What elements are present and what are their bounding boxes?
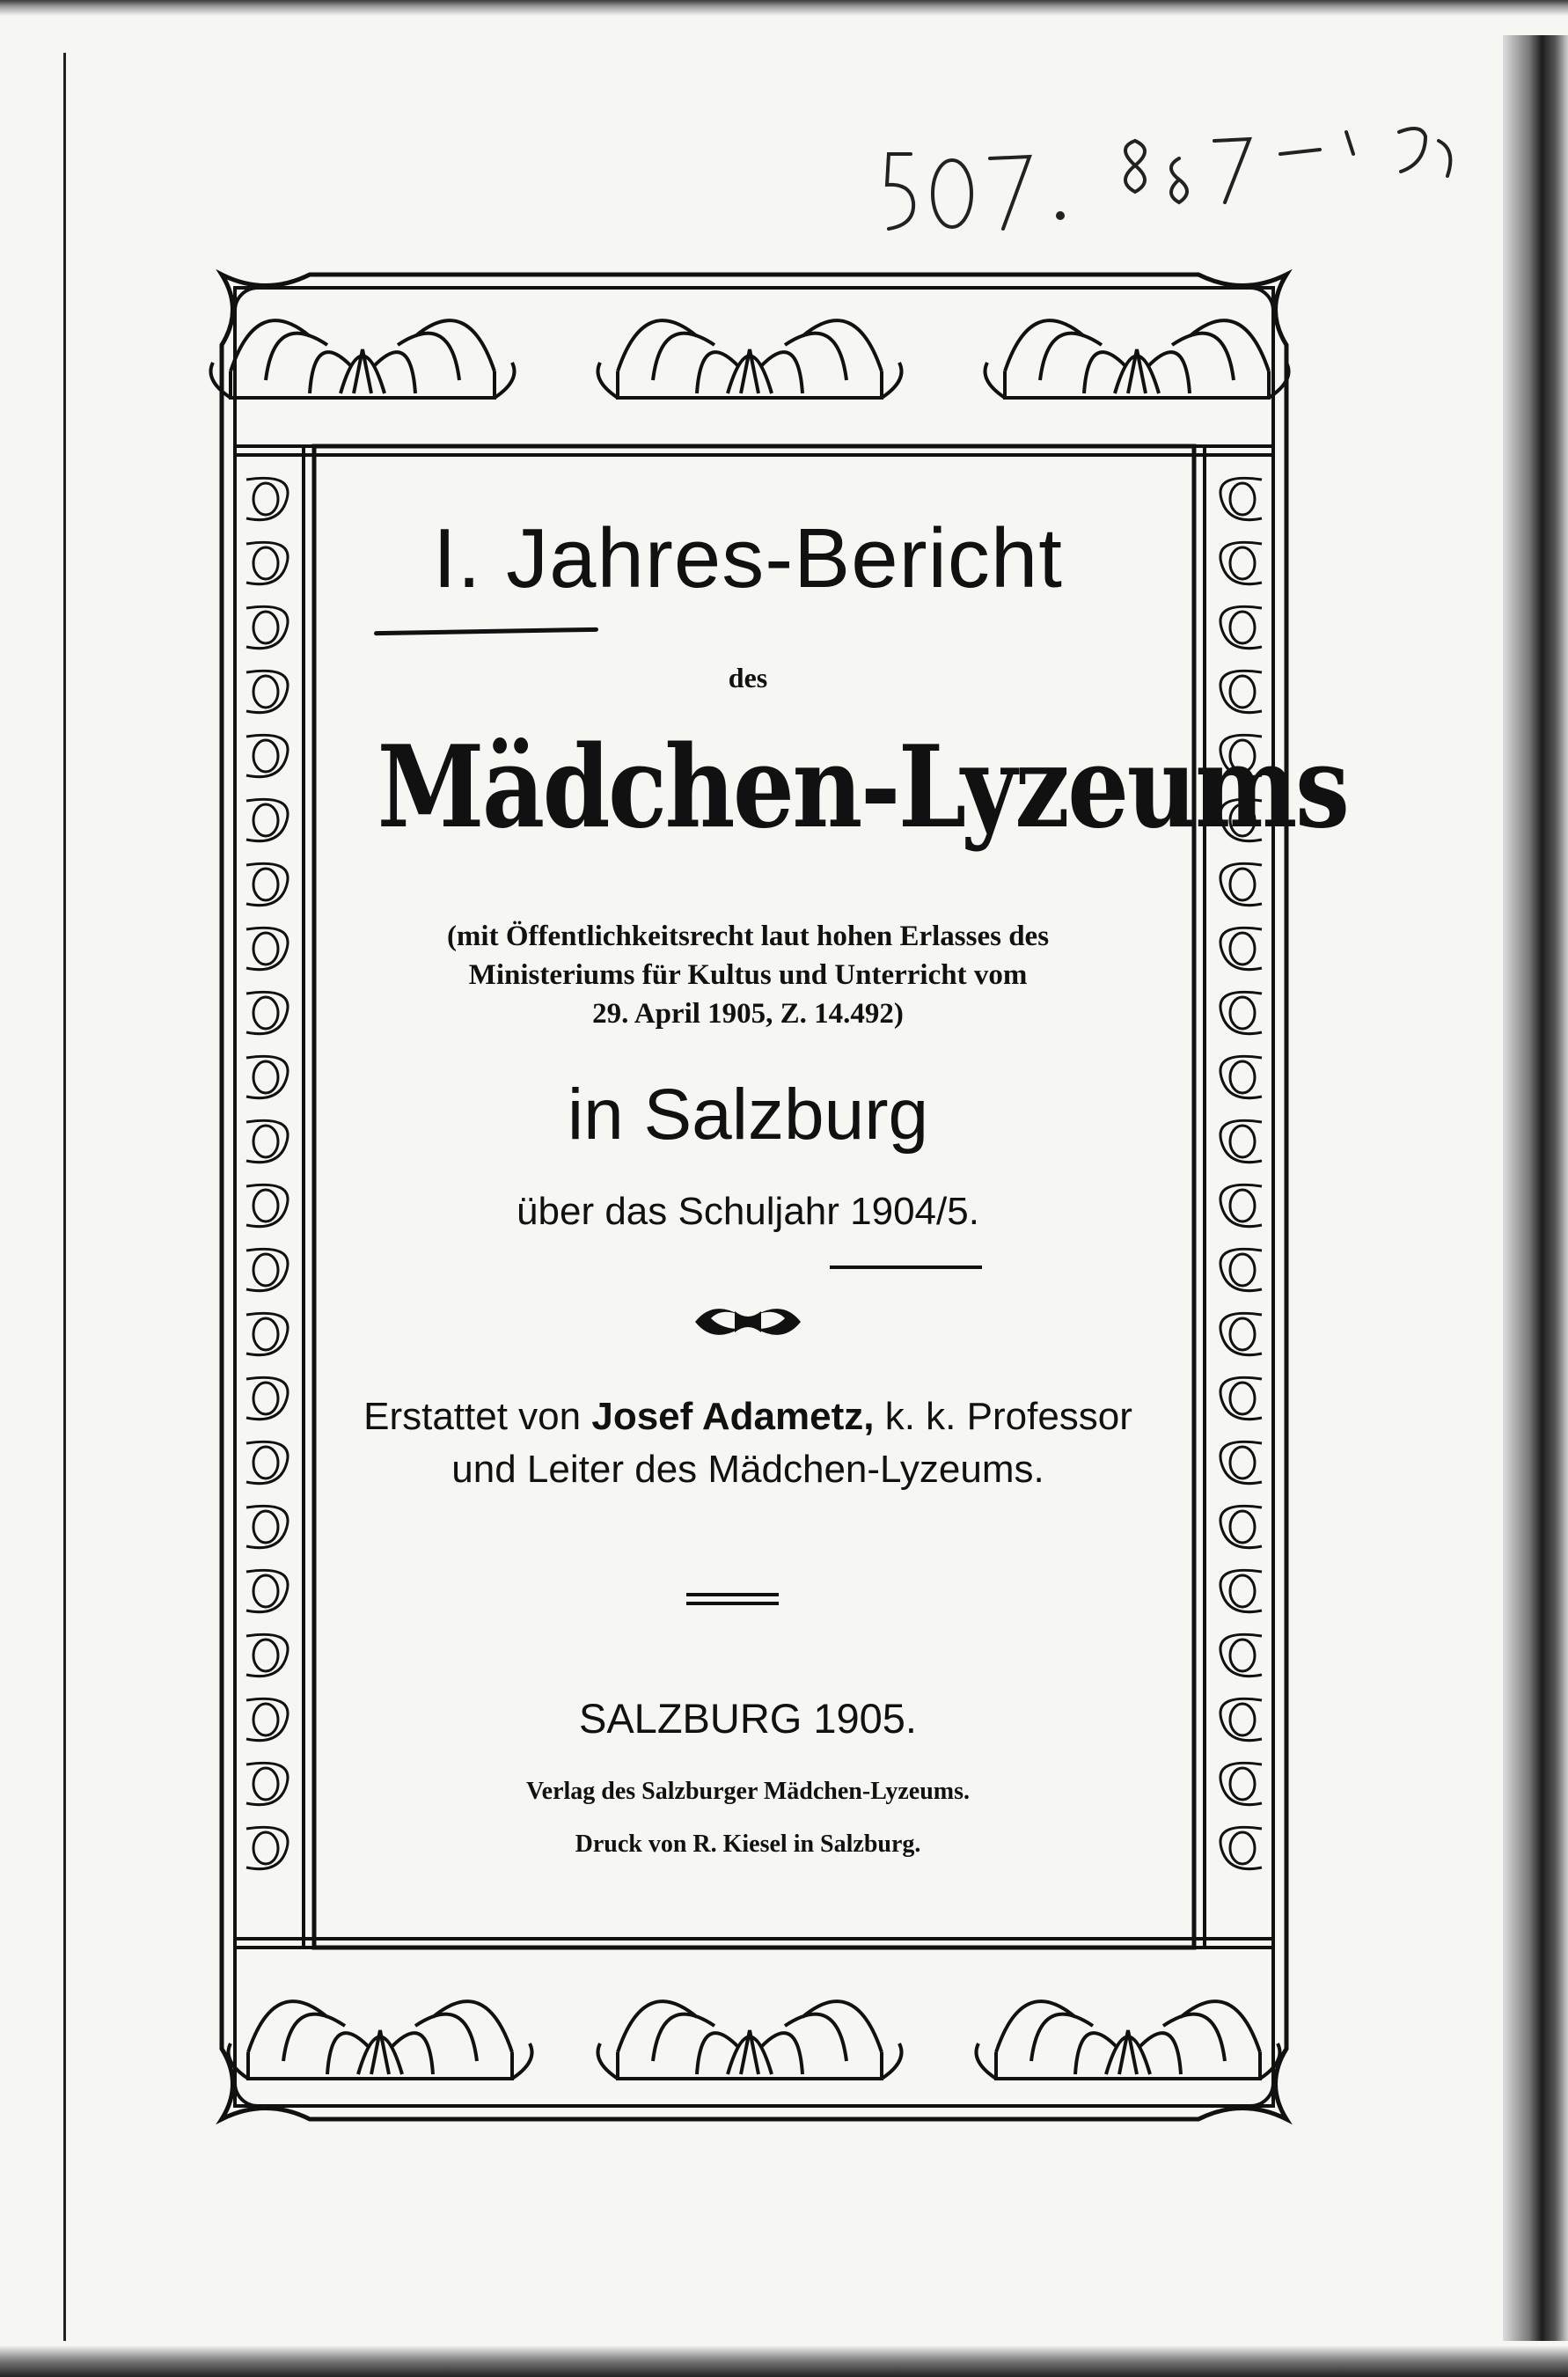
legal-note-line-2: Ministeriums für Kultus und Unterricht vom <box>468 959 1028 991</box>
scan-edge-bottom <box>0 2345 1568 2377</box>
scan-edge-left <box>63 53 66 2341</box>
author-line-2: und Leiter des Mädchen-Lyzeums. <box>451 1448 1044 1491</box>
publisher-line: Verlag des Salzburger Mädchen-Lyzeums. <box>526 1778 970 1805</box>
city-line: in Salzburg <box>567 1075 929 1155</box>
place-year: SALZBURG 1905. <box>578 1695 917 1742</box>
printer-line: Druck von R. Kiesel in Salzburg. <box>575 1830 921 1858</box>
legal-note-line-1: (mit Öffentlichkeitsrecht laut hohen Erlasses des <box>446 921 1050 952</box>
legal-note <box>317 917 1179 1033</box>
scan-edge-top <box>0 0 1568 16</box>
school-year-line: über das Schuljahr 1904/5. <box>517 1190 979 1233</box>
author-title: k. k. Professor <box>884 1395 1132 1438</box>
school-year-rule <box>830 1266 982 1269</box>
scan-edge-right <box>1503 35 1568 2341</box>
legal-note-line-3: 29. April 1905, Z. 14.492) <box>592 998 904 1030</box>
author-statement <box>317 1390 1179 1496</box>
author-prefix: Erstattet von <box>363 1395 582 1438</box>
institution-name: Mädchen-Lyzeums <box>377 722 1348 854</box>
handwritten-catalog-number <box>871 106 1487 238</box>
author-line-1 <box>317 1390 1179 1443</box>
double-rule-divider <box>686 1593 779 1607</box>
article-des: des <box>728 662 768 693</box>
fleuron-ornament-icon <box>686 1295 810 1348</box>
report-title: I. Jahres-Bericht <box>433 511 1063 605</box>
author-name: Josef Adametz, <box>591 1395 875 1438</box>
